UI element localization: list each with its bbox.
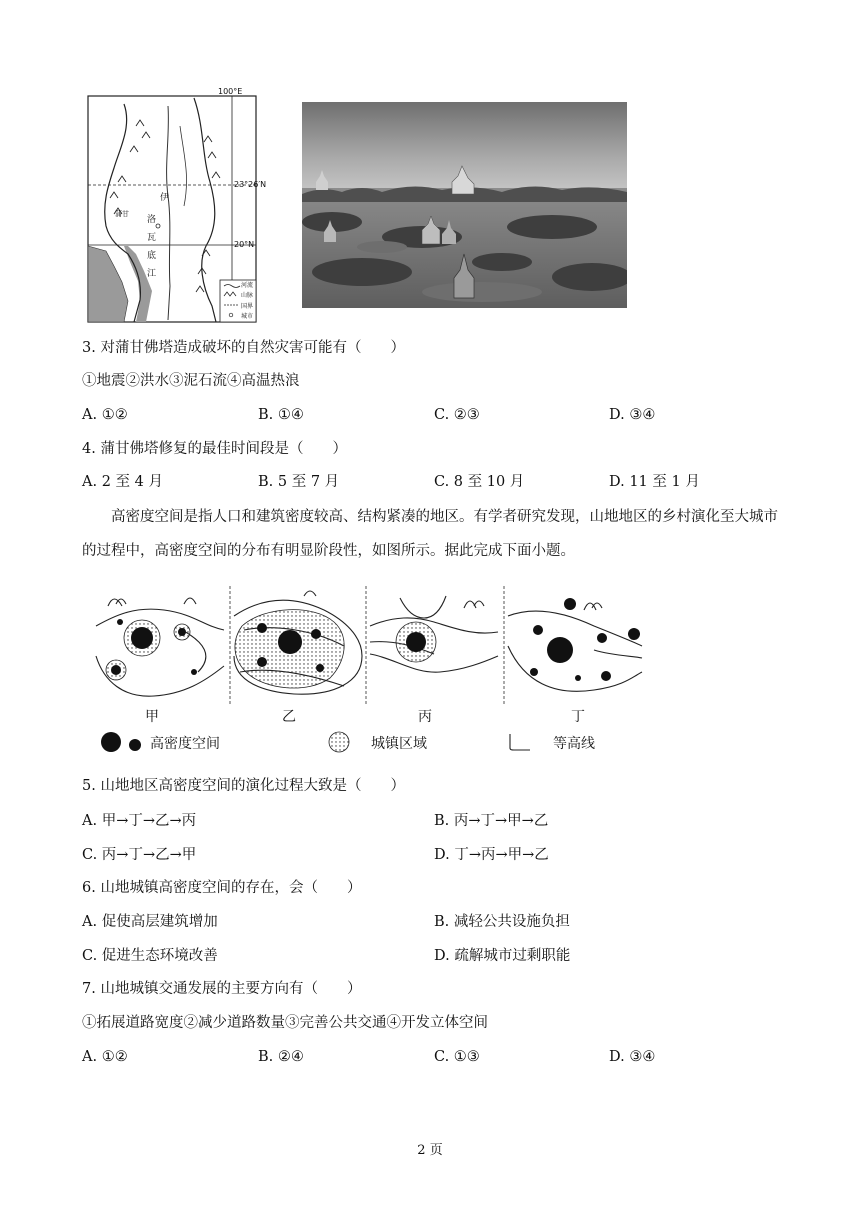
q7-option-d[interactable]: D. ③④ — [609, 1049, 656, 1065]
q5-option-d[interactable]: D. 丁→丙→甲→乙 — [434, 847, 549, 863]
q3-stem: 3. 对蒲甘佛塔造成破坏的自然灾害可能有（ ） — [82, 340, 405, 356]
map-lat-20-label: 20°N — [234, 240, 255, 249]
q7-items: ①拓展道路宽度②减少道路数量③完善公共交通④开发立体空间 — [82, 1015, 488, 1031]
map-river-char-3: 瓦 — [147, 233, 157, 243]
panel-label-ding: 丁 — [571, 709, 585, 725]
q6-option-a[interactable]: A. 促使高层建筑增加 — [82, 914, 218, 930]
q7-option-c[interactable]: C. ①③ — [434, 1049, 480, 1065]
panel-label-yi: 乙 — [282, 709, 296, 725]
q7-option-b[interactable]: B. ②④ — [258, 1049, 304, 1065]
legend-town-area: 城镇区域 — [371, 736, 427, 752]
high-density-evolution-diagram — [94, 586, 644, 706]
map-river-char-5: 江 — [147, 269, 157, 279]
q3-option-c[interactable]: C. ②③ — [434, 407, 480, 423]
bagan-pagoda-photo — [302, 102, 627, 308]
q5-option-c[interactable]: C. 丙→丁→乙→甲 — [82, 847, 197, 863]
panel-label-bing: 丙 — [418, 709, 432, 725]
q6-option-b[interactable]: B. 减轻公共设施负担 — [434, 914, 570, 930]
q5-stem: 5. 山地地区高密度空间的演化过程大致是（ ） — [82, 778, 405, 794]
panel-label-jia: 甲 — [145, 709, 159, 725]
q4-option-c[interactable]: C. 8 至 10 月 — [434, 474, 525, 490]
q6-option-c[interactable]: C. 促进生态环境改善 — [82, 948, 218, 964]
q3-option-a[interactable]: A. ①② — [82, 407, 128, 423]
map-lat-tropic-label: 23°26′N — [234, 180, 267, 189]
q4-option-b[interactable]: B. 5 至 7 月 — [258, 474, 340, 490]
map-river-char-2: 洛 — [147, 215, 157, 225]
q3-option-b[interactable]: B. ①④ — [258, 407, 304, 423]
q3-items: ①地震②洪水③泥石流④高温热浪 — [82, 373, 300, 389]
map-legend-border: 国界 — [241, 303, 254, 310]
q5-option-a[interactable]: A. 甲→丁→乙→丙 — [82, 813, 197, 829]
q4-option-d[interactable]: D. 11 至 1 月 — [609, 474, 700, 490]
map-river-char-4: 底 — [147, 251, 157, 261]
q3-option-d[interactable]: D. ③④ — [609, 407, 656, 423]
map-legend-mountain: 山脉 — [241, 292, 254, 299]
map-legend-river: 河流 — [241, 282, 254, 289]
q6-option-d[interactable]: D. 疏解城市过剩职能 — [434, 948, 571, 964]
map-city-label: 蒲甘 — [115, 210, 129, 218]
map-lon-label: 100°E — [218, 87, 243, 96]
q7-option-a[interactable]: A. ①② — [82, 1049, 128, 1065]
legend-contour: 等高线 — [553, 736, 595, 752]
legend-high-density: 高密度空间 — [150, 736, 220, 752]
q5-option-b[interactable]: B. 丙→丁→甲→乙 — [434, 813, 549, 829]
page-number: 2 页 — [417, 1143, 443, 1158]
q4-stem: 4. 蒲甘佛塔修复的最佳时间段是（ ） — [82, 441, 347, 457]
map-river-char-1: 伊 — [160, 193, 170, 203]
q6-stem: 6. 山地城镇高密度空间的存在，会（ ） — [82, 880, 362, 896]
q4-option-a[interactable]: A. 2 至 4 月 — [82, 474, 163, 490]
q7-stem: 7. 山地城镇交通发展的主要方向有（ ） — [82, 981, 362, 997]
map-legend-city: 城市 — [241, 313, 254, 320]
reading-passage: 高密度空间是指人口和建筑密度较高、结构紧凑的地区。有学者研究发现，山地地区的乡村演化至大城市的过程中，高密度空间的分布有明显阶段性，如图所示。据此完成下面小题。 — [82, 509, 778, 559]
myanmar-map — [84, 86, 262, 326]
